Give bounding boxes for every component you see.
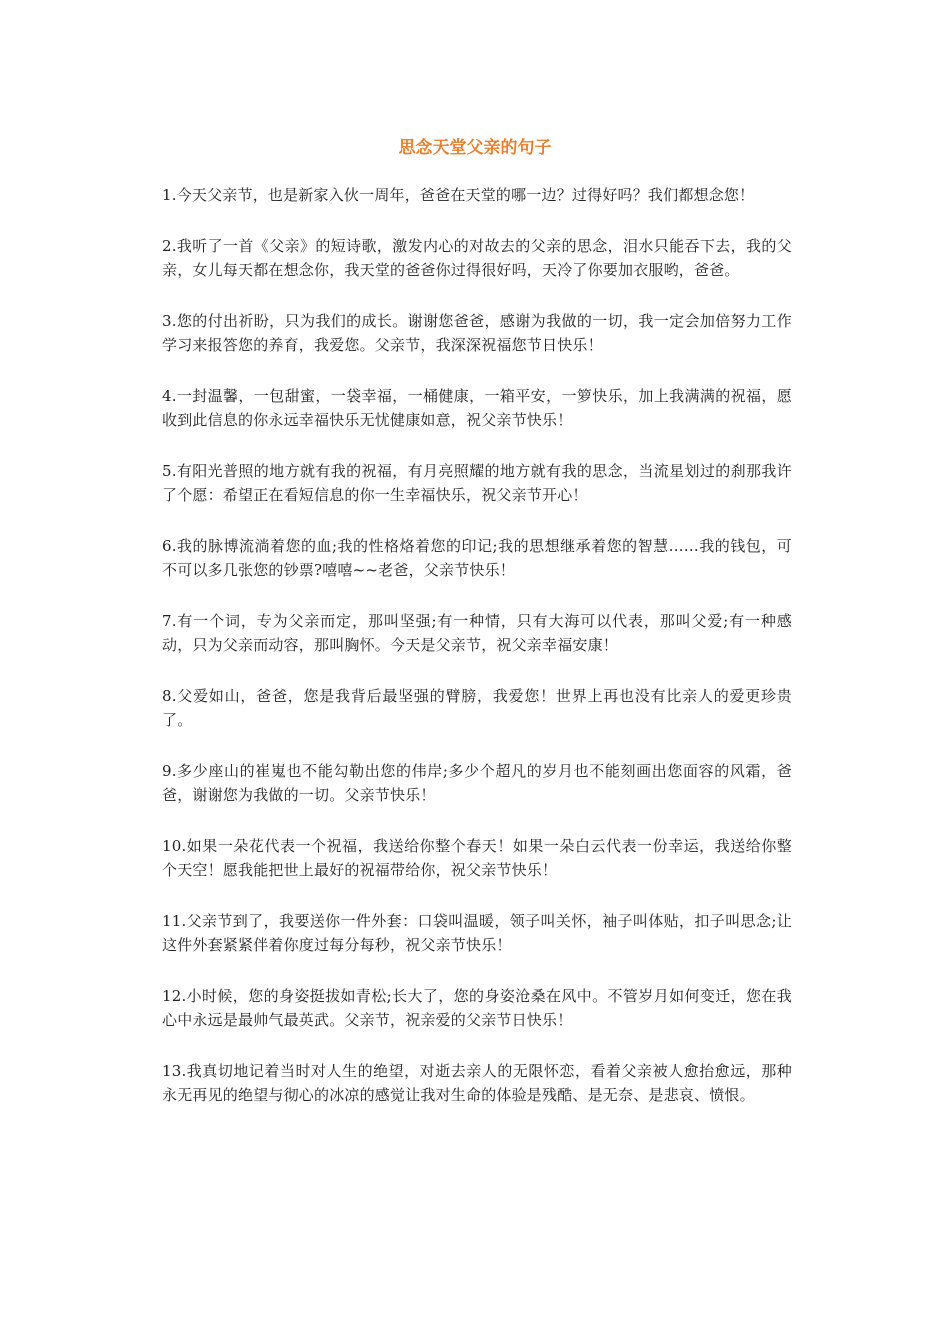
paragraph-11: 11.父亲节到了，我要送你一件外套：口袋叫温暖，领子叫关怀，袖子叫体贴，扣子叫思念;让这件外套紧紧伴着你度过每分每秒，祝父亲节快乐！ (162, 911, 792, 954)
paragraph-4: 4.一封温馨，一包甜蜜，一袋幸福，一桶健康，一箱平安，一箩快乐，加上我满满的祝福，愿收到此信息的你永远幸福快乐无忧健康如意，祝父亲节快乐！ (162, 386, 792, 429)
paragraph-8: 8.父爱如山，爸爸，您是我背后最坚强的臂膀，我爱您！世界上再也没有比亲人的爱更珍贵了。 (162, 686, 792, 729)
paragraph-7: 7.有一个词，专为父亲而定，那叫坚强;有一种情，只有大海可以代表，那叫父爱;有一种感动，只为父亲而动容，那叫胸怀。今天是父亲节，祝父亲幸福安康！ (162, 611, 792, 654)
paragraph-10: 10.如果一朵花代表一个祝福，我送给你整个春天！如果一朵白云代表一份幸运，我送给你整个天空！愿我能把世上最好的祝福带给你，祝父亲节快乐！ (162, 836, 792, 879)
paragraph-2: 2.我听了一首《父亲》的短诗歌，激发内心的对故去的父亲的思念，泪水只能吞下去，我的父亲，女儿每天都在想念你，我天堂的爸爸你过得很好吗，天冷了你要加衣服哟，爸爸。 (162, 236, 792, 279)
document-title: 思念天堂父亲的句子 (398, 138, 552, 158)
paragraph-6: 6.我的脉博流淌着您的血;我的性格烙着您的印记;我的思想继承着您的智慧……我的钱包，可不可以多几张您的钞票?嘻嘻~~老爸，父亲节快乐！ (162, 536, 792, 579)
paragraph-3: 3.您的付出祈盼，只为我们的成长。谢谢您爸爸，感谢为我做的一切，我一定会加倍努力工作学习来报答您的养育，我爱您。父亲节，我深深祝福您节日快乐！ (162, 311, 792, 354)
paragraph-5: 5.有阳光普照的地方就有我的祝福，有月亮照耀的地方就有我的思念，当流星划过的刹那我许了个愿：希望正在看短信息的你一生幸福快乐，祝父亲节开心！ (162, 461, 792, 504)
paragraph-9: 9.多少座山的崔嵬也不能勾勒出您的伟岸;多少个超凡的岁月也不能刻画出您面容的风霜，爸爸，谢谢您为我做的一切。父亲节快乐！ (162, 761, 792, 804)
paragraph-12: 12.小时候，您的身姿挺拔如青松;长大了，您的身姿沧桑在风中。不管岁月如何变迁，您在我心中永远是最帅气最英武。父亲节，祝亲爱的父亲节日快乐！ (162, 986, 792, 1029)
document-body (162, 183, 792, 1134)
paragraph-13: 13.我真切地记着当时对人生的绝望，对逝去亲人的无限怀恋，看着父亲被人愈抬愈远，那种永无再见的绝望与彻心的冰凉的感觉让我对生命的体验是残酷、是无奈、是悲哀、愤恨。 (162, 1061, 792, 1104)
paragraph-1: 1.今天父亲节，也是新家入伙一周年，爸爸在天堂的哪一边？过得好吗？我们都想念您！ (162, 186, 755, 204)
